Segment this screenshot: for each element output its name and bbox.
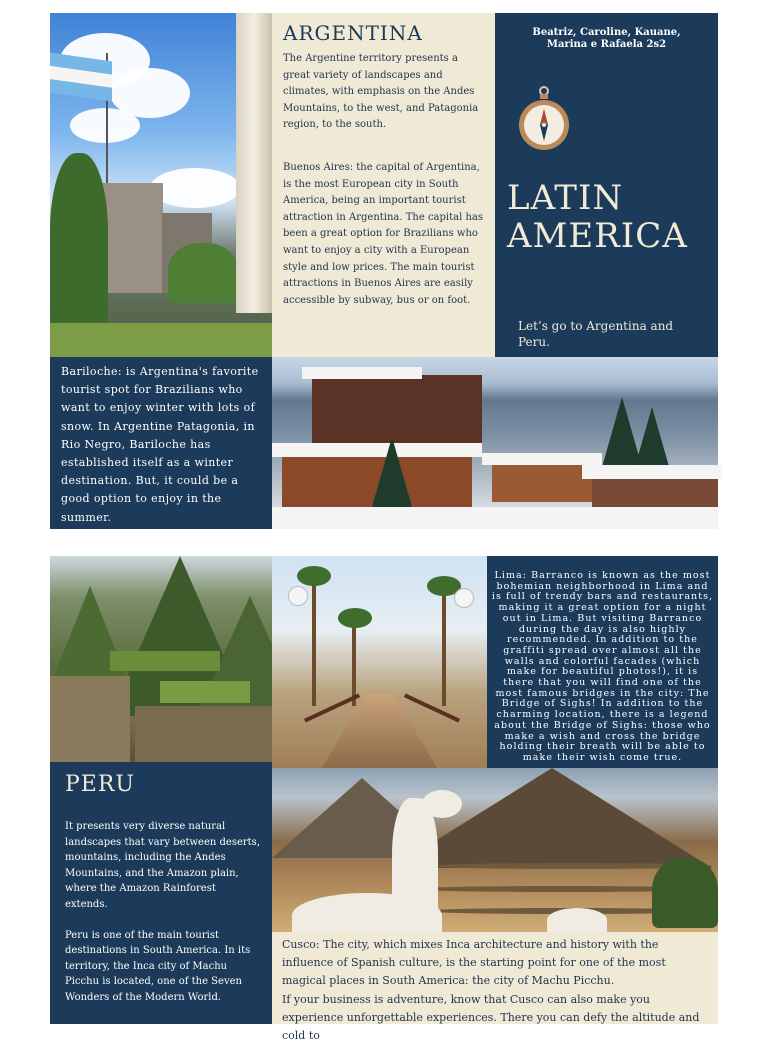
cover-title-line-1: LATIN — [507, 178, 624, 218]
cusco-paragraph-1: Cusco: The city, which mixes Inca architecture and history with the influence of Spanish culture, is the starting point for one of the most magical places in South America: the city of Machu Picchu. — [282, 938, 666, 988]
peru-paragraph-2: Peru is one of the main tourist destinations in South America. In its territory, the Inca city of Machu Picchu is located, one of the Seven Wonders of the Modern World. — [65, 929, 251, 1003]
photo-buenos-aires-obelisk — [50, 13, 272, 357]
peru-section — [50, 762, 272, 1024]
peru-paragraph-1: It presents very diverse natural landscapes that vary between deserts, mountains, including the Andes Mountains, and the Amazon plain, where the Amazon Rainforest extends. — [65, 821, 260, 910]
cover-subtitle: Let’s go to Argentina and Peru. — [518, 319, 674, 349]
argentina-flag — [50, 53, 112, 102]
bariloche-text: Bariloche: is Argentina's favorite tourist spot for Brazilians who want to enjoy winter with lots of snow. In Argentine Patagonia, in Rio Negro, Bariloche has established itself as a winter destination. But, it could be a good option to enjoy in the summer. — [50, 357, 272, 529]
cusco-paragraph-2: If your business is adventure, know that Cusco can also make you experience unforgettable experiences. There you can defy the altitude and cold to — [282, 992, 700, 1043]
cover-title — [507, 179, 717, 255]
argentina-paragraph-2: Buenos Aires: the capital of Argentina, is the most European city in South America, being an important tourist attraction in Argentina. The capital has been a great option for Brazilians who want to enjoy a city with a European style and low prices. The main tourist attractions in Buenos Aires are easily accessible by subway, bus or on foot. — [283, 161, 484, 306]
cover-title-line-2: AMERICA — [507, 216, 688, 256]
photo-machu-picchu — [50, 556, 272, 762]
cover-panel — [495, 13, 718, 357]
argentina-paragraph-1: The Argentine territory presents a great variety of landscapes and climates, with emphasis on the Andes Mountains, to the west, and Patagonia region, to the south. — [283, 53, 479, 131]
lima-text: Lima: Barranco is known as the most bohemian neighborhood in Lima and is full of trendy bars and restaurants, making it a great option for a night out in Lima. But visiting Barranco during the day is also highly recommended. In addition to the graffiti spread over almost all the walls and colorful facades (which make for beautiful photos!), it is there that you will find one of the most famous bridges in the city: The Bridge of Sighs! In addition to the charming location, there is a legend about the Bridge of Sighs: those who make a wish and cross the bridge holding their breath will be able to make their wish come true. — [487, 556, 718, 768]
photo-bariloche — [272, 357, 718, 529]
photo-alpaca-terraces — [272, 768, 718, 932]
peru-title: PERU — [65, 772, 135, 797]
argentina-section — [272, 13, 495, 357]
cusco-text — [272, 932, 718, 1043]
authors-line-2: Marina e Rafaela 2s2 — [546, 39, 667, 50]
argentina-title: ARGENTINA — [283, 21, 423, 45]
authors — [495, 27, 718, 51]
authors-line-1: Beatriz, Caroline, Kauane, — [532, 27, 681, 38]
photo-barranco-bridge — [272, 556, 487, 768]
compass-icon — [518, 85, 570, 153]
obelisk — [236, 13, 272, 313]
